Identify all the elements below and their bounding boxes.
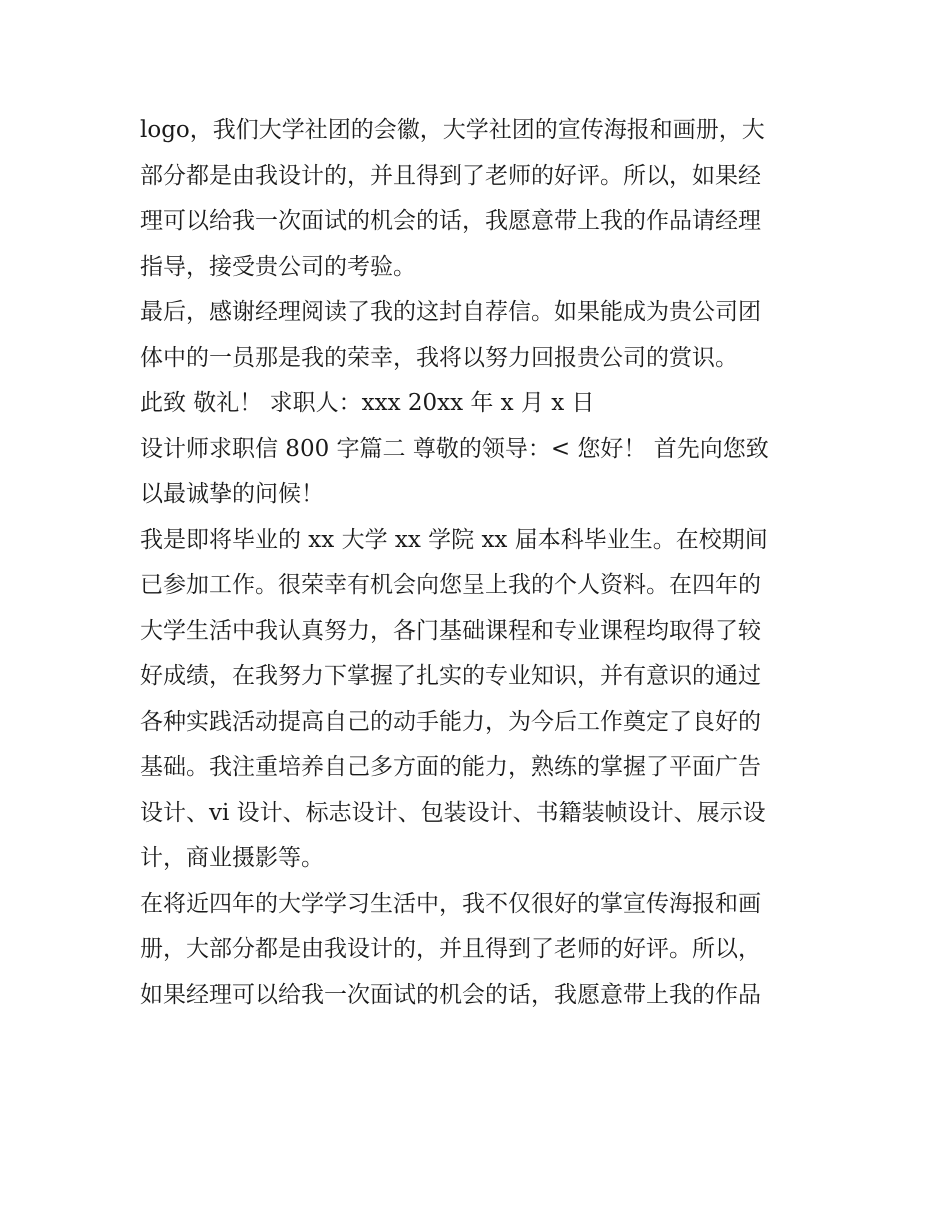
text-line: 指导，接受贵公司的考验。 [140,253,416,280]
text-line: 设计师求职信 800 字篇二 尊敬的领导：< 您好！ 首先向您致 [140,435,769,462]
paragraph-signature [140,381,820,427]
paragraph-closing-thanks [140,290,820,381]
paragraph-letter-two-heading [140,427,820,518]
text-line: 在将近四年的大学学习生活中，我不仅很好的掌宣传海报和画 [140,890,761,917]
text-line: 理可以给我一次面试的机会的话，我愿意带上我的作品请经理 [140,208,761,234]
text-line: 我是即将毕业的 xx 大学 xx 学院 xx 届本科毕业生。在校期间 [140,526,768,553]
text-line: 基础。我注重培养自己多方面的能力，熟练的掌握了平面广告 [140,754,761,780]
text-line: 大学生活中我认真努力，各门基础课程和专业课程均取得了较 [140,617,761,644]
text-line: 最后，感谢经理阅读了我的这封自荐信。如果能成为贵公司团 [140,299,761,325]
paragraph-study-life [140,882,820,1019]
text-line: 体中的一员那是我的荣幸，我将以努力回报贵公司的赏识。 [140,344,738,371]
text-line: logo，我们大学社团的会徽，大学社团的宣传海报和画册，大 [140,117,765,143]
text-line: 已参加工作。很荣幸有机会向您呈上我的个人资料。在四年的 [140,572,761,598]
text-line: 好成绩，在我努力下掌握了扎实的专业知识，并有意识的通过 [140,663,761,689]
text-line: 设计、vi 设计、标志设计、包装设计、书籍装帧设计、展示设 [140,799,766,826]
text-line: 以最诚挚的问候！ [140,481,324,507]
document-body [140,108,820,1018]
text-line: 各种实践活动提高自己的动手能力，为今后工作奠定了良好的 [140,708,761,735]
text-line: 如果经理可以给我一次面试的机会的话，我愿意带上我的作品 [140,981,761,1008]
paragraph-self-introduction [140,518,820,882]
text-line: 此致 敬礼！ 求职人：xxx 20xx 年 x 月 x 日 [140,390,595,416]
text-line: 部分都是由我设计的，并且得到了老师的好评。所以，如果经 [140,162,761,189]
text-line: 册，大部分都是由我设计的，并且得到了老师的好评。所以， [140,936,761,962]
text-line: 计，商业摄影等。 [140,845,324,871]
paragraph-design-work [140,108,820,290]
